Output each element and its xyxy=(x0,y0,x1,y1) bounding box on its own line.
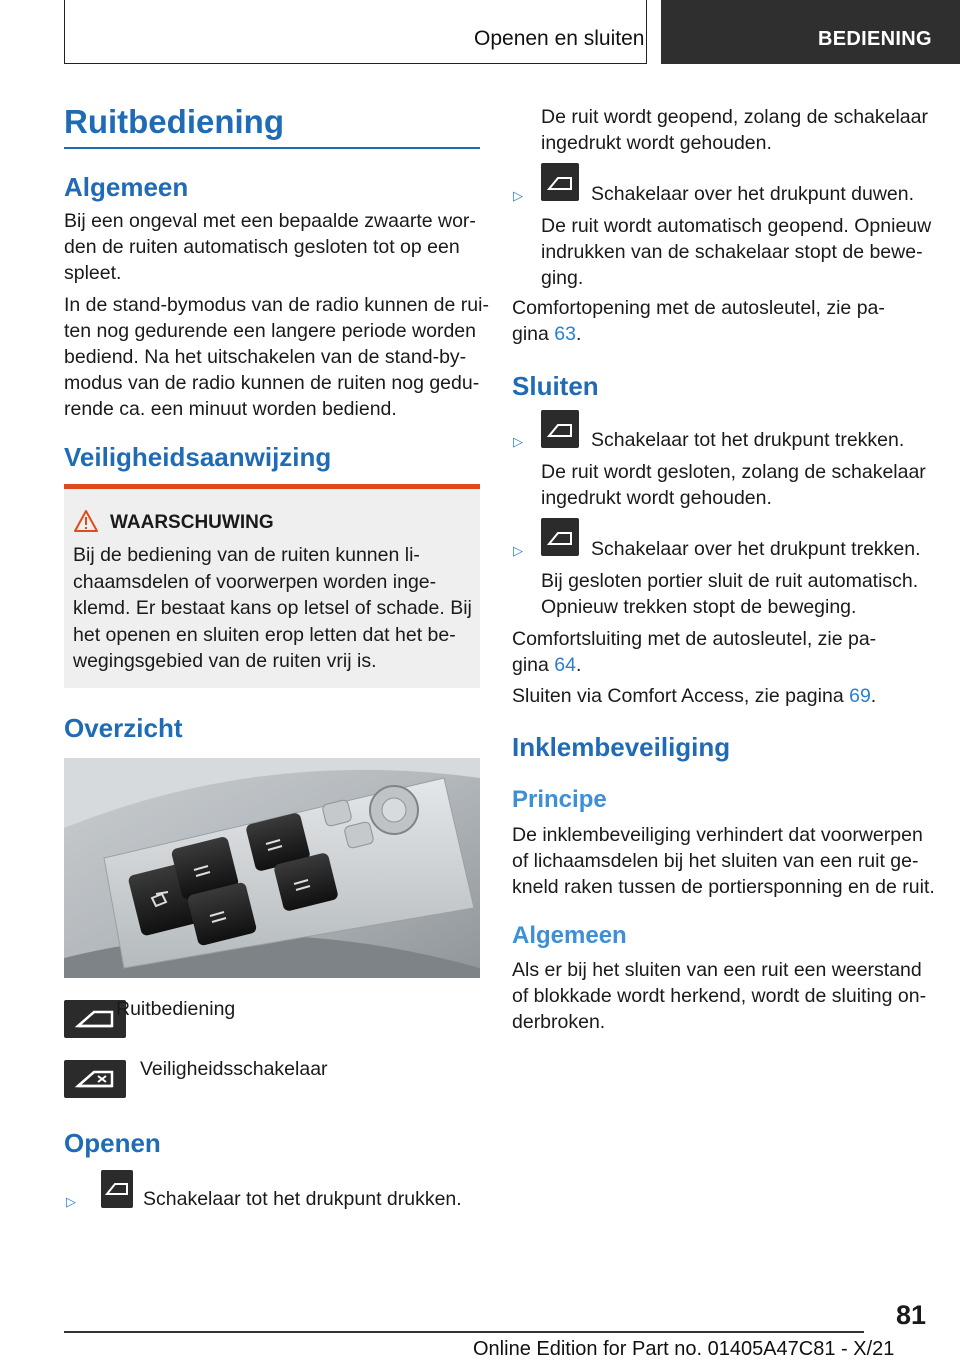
text-line: De ruit wordt geopend, zolang de schakelaar xyxy=(541,106,928,128)
text-line: spleet. xyxy=(64,262,122,284)
window-switch-icon xyxy=(541,410,579,448)
warning-title: WAARSCHUWING xyxy=(110,512,274,533)
text-line: Comfortopening met de autosleutel, zie pa- xyxy=(512,297,885,319)
heading-algemeen: Algemeen xyxy=(64,172,189,202)
text-line: den de ruiten automatisch gesloten tot op een xyxy=(64,236,460,258)
heading-overzicht: Overzicht xyxy=(64,713,183,743)
comfort-access-text xyxy=(512,683,876,709)
text-line: bediend. Na het uitschakelen van de stand-by- xyxy=(64,346,467,368)
page-link-69[interactable]: 69 xyxy=(849,685,871,707)
algemeen-paragraph-1 xyxy=(64,208,476,286)
text-line: het openen en sluiten erop letten dat het be- xyxy=(73,623,456,646)
text-line: wegingsgebied van de ruiten vrij is. xyxy=(73,650,377,672)
text-line: Opnieuw trekken stopt de beweging. xyxy=(541,596,857,618)
window-switch-icon xyxy=(101,1170,133,1208)
text-line: ingedrukt wordt gehouden. xyxy=(541,487,772,509)
footer-rule xyxy=(64,1331,864,1333)
text-fragment: Sluiten via Comfort Access, zie pagina xyxy=(512,685,850,707)
text-fragment: . xyxy=(576,323,582,345)
text-line: derbroken. xyxy=(512,1011,606,1033)
comfortopening-text xyxy=(512,295,885,347)
text-line: Bij de bediening van de ruiten kunnen li- xyxy=(73,544,420,566)
text-line: ging. xyxy=(541,267,584,289)
text-line: Bij gesloten portier sluit de ruit automatisch. xyxy=(541,570,919,592)
text-line: rende ca. een minuut worden bediend. xyxy=(64,398,397,420)
principe-text xyxy=(512,822,935,900)
window-switch-icon xyxy=(541,163,579,201)
text-line: Als er bij het sluiten van een ruit een weerstand xyxy=(512,959,922,981)
sluiten-step-1-description xyxy=(541,459,926,511)
comfortsluiting-text xyxy=(512,626,876,678)
text-fragment: . xyxy=(576,654,582,676)
text-line xyxy=(512,321,885,347)
text-line: Bij een ongeval met een bepaalde zwaarte wor- xyxy=(64,210,476,232)
text-line: De inklembeveiliging verhindert dat voorwerpen xyxy=(512,824,923,846)
heading-sluiten: Sluiten xyxy=(512,371,599,401)
text-fragment: . xyxy=(870,685,877,707)
text-line: klemd. Er bestaat kans op letsel of schade. Bij xyxy=(73,597,472,619)
sluiten-step-1: Schakelaar tot het drukpunt trekken. xyxy=(591,429,905,451)
window-switch-icon xyxy=(541,518,579,556)
page-title: Ruitbediening xyxy=(64,103,284,140)
openen-step-2: Schakelaar over het drukpunt duwen. xyxy=(591,183,915,205)
heading-principe: Principe xyxy=(512,786,607,813)
title-rule xyxy=(64,147,480,149)
text-line: In de stand-bymodus van de radio kunnen de rui- xyxy=(64,294,489,316)
bullet-triangle-icon: ▷ xyxy=(513,434,523,449)
header-chapter-label: BEDIENING xyxy=(818,28,932,50)
text-fragment: gina xyxy=(512,654,555,676)
heading-inklem-algemeen: Algemeen xyxy=(512,922,627,949)
window-switch-photo xyxy=(64,758,480,978)
bullet-triangle-icon: ▷ xyxy=(66,1194,76,1209)
text-line: kneld raken tussen de portiersponning en de ruit. xyxy=(512,876,935,898)
text-line: of lichaamsdelen bij het sluiten van een ruit ge- xyxy=(512,850,919,872)
algemeen-paragraph-2 xyxy=(64,292,489,422)
page-link-63[interactable]: 63 xyxy=(554,323,576,345)
warning-triangle-icon xyxy=(73,509,99,533)
bullet-triangle-icon: ▷ xyxy=(513,543,523,558)
legend-veiligheidsschakelaar: Veiligheidsschakelaar xyxy=(140,1058,328,1080)
text-fragment: gina xyxy=(512,323,555,345)
heading-inklembeveiliging: Inklembeveiliging xyxy=(512,732,731,762)
text-line: Comfortsluiting met de autosleutel, zie pa- xyxy=(512,628,877,650)
text-line: ingedrukt wordt gehouden. xyxy=(541,132,772,154)
sluiten-step-2-description xyxy=(541,568,918,620)
text-line: indrukken van de schakelaar stopt de bewe- xyxy=(541,241,923,263)
heading-openen: Openen xyxy=(64,1128,161,1158)
openen-step-1: Schakelaar tot het drukpunt drukken. xyxy=(143,1188,462,1210)
warning-text xyxy=(73,542,473,675)
bullet-triangle-icon: ▷ xyxy=(513,188,523,203)
heading-veiligheidsaanwijzing: Veiligheidsaanwijzing xyxy=(64,442,332,472)
legend-ruitbediening: Ruitbediening xyxy=(116,998,236,1020)
header-section-title: Openen en sluiten xyxy=(474,27,645,50)
text-line: chaamsdelen of voorwerpen worden inge- xyxy=(73,570,437,593)
footer-edition: Online Edition for Part no. 01405A47C81 - X/21 xyxy=(473,1338,895,1360)
sluiten-step-2: Schakelaar over het drukpunt trekken. xyxy=(591,538,921,560)
text-line xyxy=(512,652,876,678)
openen-step-2-description xyxy=(541,213,931,291)
page-number: 81 xyxy=(896,1300,927,1330)
text-line: modus van de radio kunnen de ruiten nog gedu- xyxy=(64,372,480,394)
text-line: ten nog gedurende een langere periode worden xyxy=(64,320,476,342)
page-link-64[interactable]: 64 xyxy=(554,654,576,676)
text-line: De ruit wordt automatisch geopend. Opnieuw xyxy=(541,215,932,237)
text-line: of blokkade wordt herkend, wordt de sluiting on- xyxy=(512,985,927,1007)
text-line: De ruit wordt gesloten, zolang de schakelaar xyxy=(541,461,926,483)
safety-switch-icon xyxy=(64,1060,126,1098)
openen-step-1-description xyxy=(541,104,928,156)
header-chapter-tab xyxy=(661,0,960,64)
inklem-algemeen-text xyxy=(512,957,926,1035)
